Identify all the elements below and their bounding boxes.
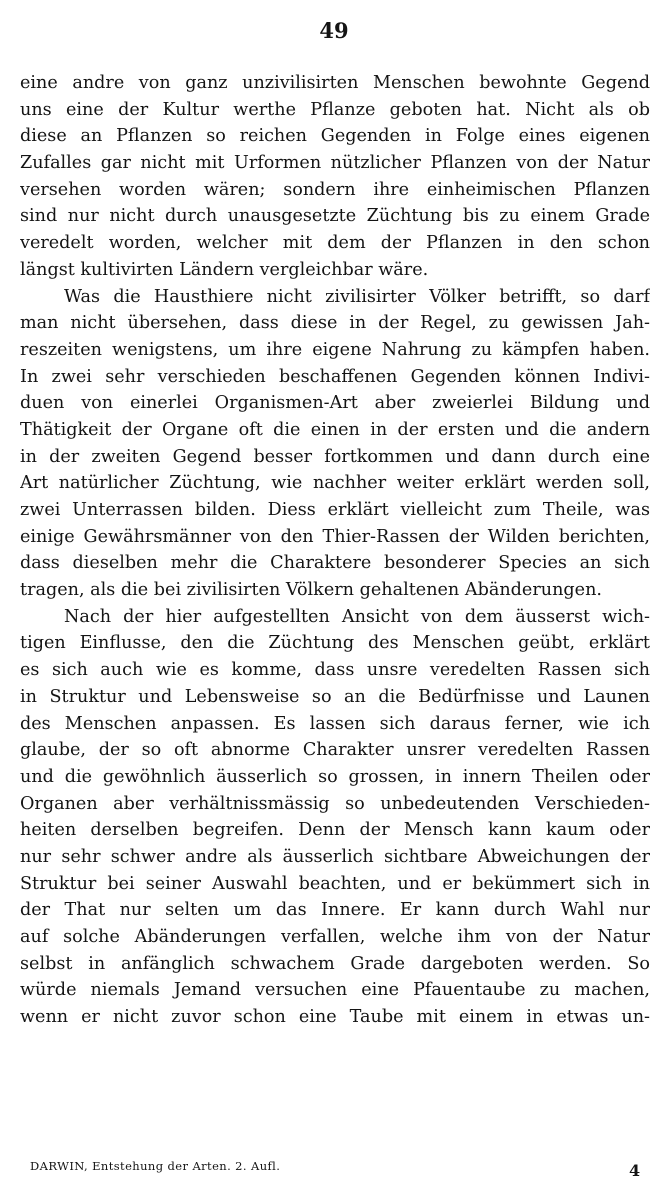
text-line: veredelt worden, welcher mit dem der Pflanzen in den schon <box>20 233 650 254</box>
text-line: dass dieselben mehr die Charaktere besonderer Species an sich <box>20 553 650 574</box>
text-line: würde niemals Jemand versuchen eine Pfauentaube zu machen, <box>20 980 650 1001</box>
text-line: tragen, als die bei zivilisirten Völkern gehaltenen Abänderungen. <box>20 580 602 601</box>
text-line: uns eine der Kultur werthe Pflanze geboten hat. Nicht als ob <box>20 99 650 120</box>
text-line: Organen aber verhältnissmässig so unbedeutenden Verschieden- <box>20 793 650 814</box>
text-line: In zwei sehr verschieden beschaffenen Gegenden können Indivi- <box>20 366 650 387</box>
text-line: duen von einerlei Organismen-Art aber zweierlei Bildung und <box>20 393 650 414</box>
text-line: sind nur nicht durch unausgesetzte Züchtung bis zu einem Grade <box>20 206 650 227</box>
text-line: nur sehr schwer andre als äusserlich sichtbare Abweichungen der <box>20 846 650 867</box>
text-line: Art natürlicher Züchtung, wie nachher weiter erklärt werden soll, <box>20 473 650 494</box>
text-line: zwei Unterrassen bilden. Diess erklärt vielleicht zum Theile, was <box>20 500 650 520</box>
text-line: in Struktur und Lebensweise so an die Bedürfnisse und Launen <box>20 686 650 707</box>
text-line: wenn er nicht zuvor schon eine Taube mit einem in etwas un- <box>20 1007 650 1028</box>
text-line: Struktur bei seiner Auswahl beachten, und er bekümmert sich in <box>20 873 650 894</box>
text-line: man nicht übersehen, dass diese in der Regel, zu gewissen Jah- <box>20 313 650 334</box>
text-line: der That nur selten um das Innere. Er kann durch Wahl nur <box>20 900 650 921</box>
text-line: heiten derselben begreifen. Denn der Mensch kann kaum oder <box>20 820 650 841</box>
text-line: in der zweiten Gegend besser fortkommen und dann durch eine <box>20 446 650 467</box>
text-line: Zufalles gar nicht mit Urformen nützlicher Pflanzen von der Natur <box>20 153 650 174</box>
text-line: einige Gewährsmänner von den Thier-Rassen der Wilden berichten, <box>20 526 650 547</box>
text-line: eine andre von ganz unzivilisirten Menschen bewohnte Gegend <box>20 73 650 93</box>
page-number: 49 <box>319 18 349 43</box>
text-line: es sich auch wie es komme, dass unsre veredelten Rassen sich <box>20 660 650 681</box>
text-line: glaube, der so oft abnorme Charakter unsrer veredelten Rassen <box>20 740 650 761</box>
text-line: versehen worden wären; sondern ihre einheimischen Pflanzen <box>20 179 650 200</box>
text-line: des Menschen anpassen. Es lassen sich daraus ferner, wie ich <box>20 713 650 734</box>
text-line: Was die Hausthiere nicht zivilisirter Völker betrifft, so darf <box>64 286 650 307</box>
text-line: reszeiten wenigstens, um ihre eigene Nahrung zu kämpfen haben. <box>20 339 650 360</box>
text-line: auf solche Abänderungen verfallen, welche ihm von der Natur <box>20 927 650 947</box>
text-line: und die gewöhnlich äusserlich so grossen, in innern Theilen oder <box>20 766 650 787</box>
body-text <box>20 70 650 1031</box>
footer-signature-line: DARWIN, Entstehung der Arten. 2. Aufl. <box>30 1159 281 1173</box>
text-line: Thätigkeit der Organe oft die einen in der ersten und die andern <box>20 419 650 440</box>
text-line: längst kultivirten Ländern vergleichbar wäre. <box>20 259 429 280</box>
signature-mark: 4 <box>629 1161 641 1180</box>
text-line: selbst in anfänglich schwachem Grade dargeboten werden. So <box>20 953 650 974</box>
text-line: Nach der hier aufgestellten Ansicht von dem äusserst wich- <box>64 606 650 627</box>
text-line: diese an Pflanzen so reichen Gegenden in Folge eines eigenen <box>20 126 650 147</box>
text-line: tigen Einflusse, den die Züchtung des Menschen geübt, erklärt <box>20 633 650 654</box>
